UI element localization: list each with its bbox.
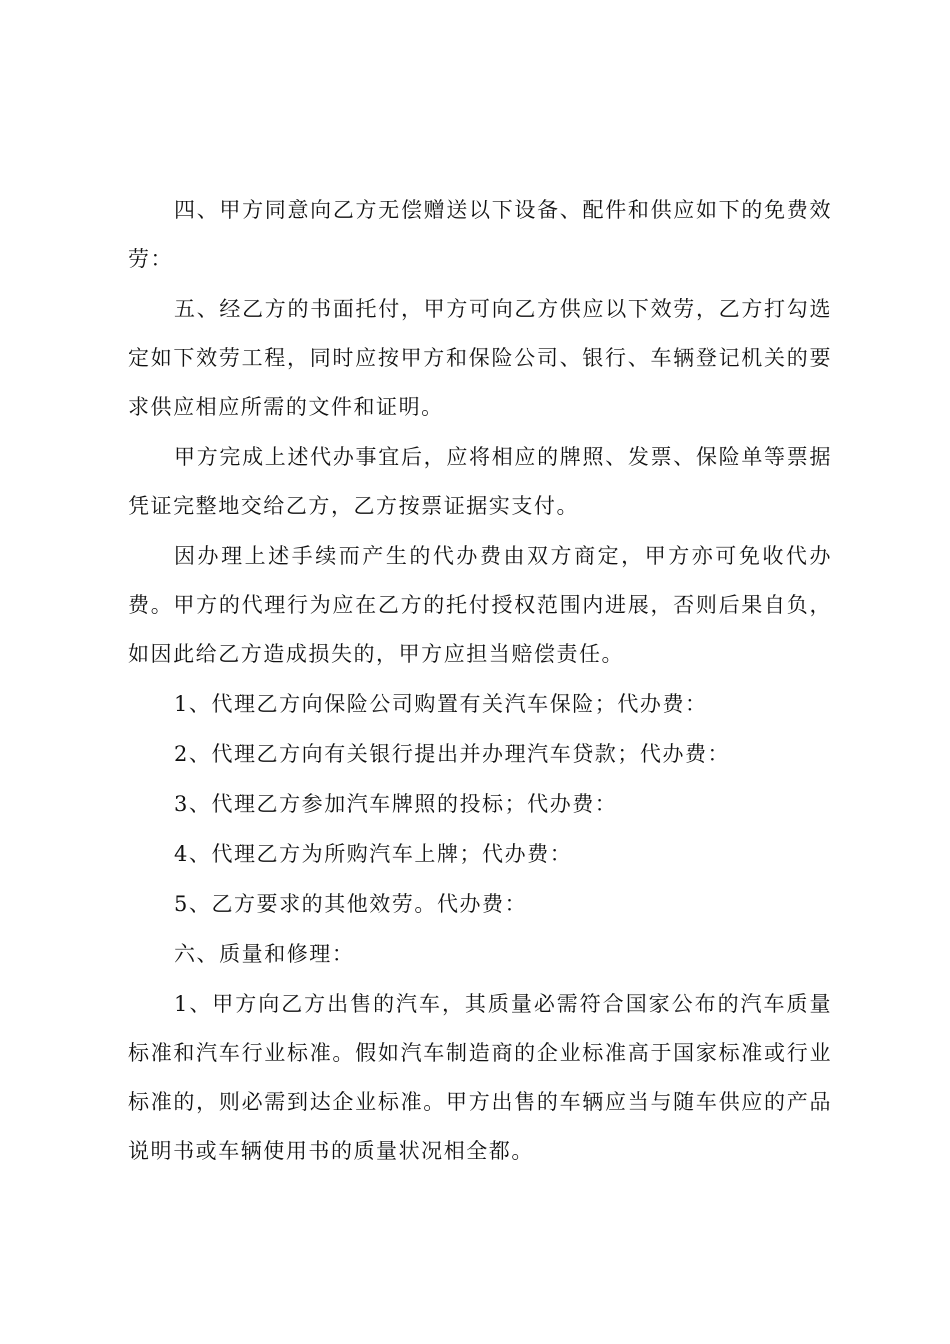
list-item-loan: 2、代理乙方向有关银行提出并办理汽车贷款；代办费： (174, 742, 731, 766)
paragraph-free-services: 四、甲方同意向乙方无偿赠送以下设备、配件和供应如下的免费效劳： (128, 198, 832, 271)
list-item-plate-bidding: 3、代理乙方参加汽车牌照的投标；代办费： (174, 792, 618, 816)
list-item-registration: 4、代理乙方为所购汽车上牌；代办费： (174, 842, 573, 866)
paragraph-agency-fee: 因办理上述手续而产生的代办费由双方商定，甲方亦可免收代办费。甲方的代理行为应在乙方的托付授权范围内进展，否则后果自负，如因此给乙方造成损失的，甲方应担当赔偿责任。 (128, 544, 832, 666)
document-body (128, 186, 832, 1177)
paragraph-documents-delivery: 甲方完成上述代办事宜后，应将相应的牌照、发票、保险单等票据凭证完整地交给乙方，乙方按票证据实支付。 (128, 445, 832, 518)
paragraph-quality-standard: 1、甲方向乙方出售的汽车，其质量必需符合国家公布的汽车质量标准和汽车行业标准。假如汽车制造商的企业标准高于国家标准或行业标准的，则必需到达企业标准。甲方出售的车辆应当与随车供应的产品说明书或车辆使用书的质量状况相全都。 (128, 992, 832, 1163)
list-item-other-services: 5、乙方要求的其他效劳。代办费： (174, 892, 528, 916)
section-heading-quality-repair: 六、质量和修理： (174, 942, 355, 966)
list-item-insurance: 1、代理乙方向保险公司购置有关汽车保险；代办费： (174, 692, 708, 716)
paragraph-entrusted-services: 五、经乙方的书面托付，甲方可向乙方供应以下效劳，乙方打勾选定如下效劳工程，同时应按甲方和保险公司、银行、车辆登记机关的要求供应相应所需的文件和证明。 (128, 297, 832, 419)
